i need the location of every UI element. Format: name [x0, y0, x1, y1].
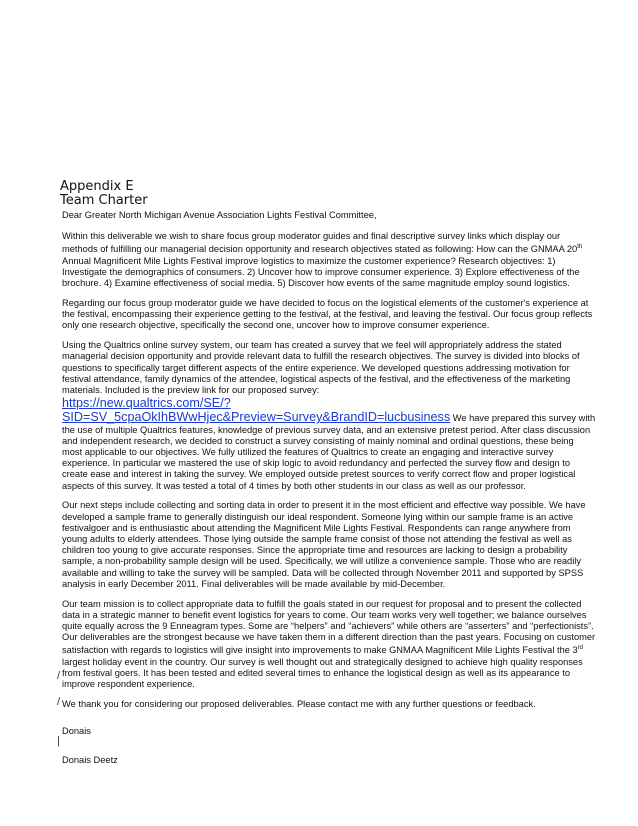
paragraph-objectives: [62, 231, 596, 289]
margin-mark: /: [57, 696, 61, 708]
ordinal-suffix-rd: rd: [577, 645, 584, 652]
appendix-subtitle: Team Charter: [60, 193, 148, 208]
salutation: Dear Greater North Michigan Avenue Association Lights Festival Committee,: [62, 210, 377, 220]
survey-details-text: We have prepared this survey with the use of multiple Qualtrics features, knowledge of previous survey data, and an extensive pretest period. After class discussion and independent research, we decided to construct a survey consisting of mainly nominal and ordinal questions, these being most applicable to our objectives. We fully utilized the features of Qualtrics to create an engaging and interactive survey experience. In particular we mastered the use of skip logic to avoid redundancy and perfected the survey flow and design to create ease and interest in taking the survey. We employed outside pretest sources to verify correct flow and proper logistical aspects of this survey. It was tested a total of 4 times by both other students in our class as well as our professor.: [62, 413, 596, 491]
margin-mark: |: [57, 735, 60, 747]
closing-paragraph: We thank you for considering our proposed deliverables. Please contact me with any further questions or feedback.: [62, 698, 536, 709]
mission-text-b: largest holiday event in the country. Our survey is well thought out and strategically designed to achieve high quality responses from festival goers. It has been tested and edited several times to enhance the logistical design as well as its appearance to improve respondent experience.: [62, 656, 583, 690]
mission-text-a: Our team mission is to collect appropriate data to fulfill the goals stated in our request for proposal and to present the collected data in a strategic manner to benefit event logistics for years to come. Our team works very well together; we balance ourselves quite equally across the 9 Enneagram types. Some are “helpers” and “achievers” while others are “asserters” and “perfectionists”. Our deliverables are the strongest because we have taken them in a different direction than the past years. Focusing on customer satisfaction with regards to logistics will give insight into improvements to make GNMAA Magnificent Mile Lights Festival the 3: [62, 598, 596, 656]
paragraph-focus-group: Regarding our focus group moderator guide we have decided to focus on the logistical elements of the customer's experience at the festival, encompassing their experience getting to the festival, at the festival, and leaving the festival. Our focus group reflects only one research objective, specifically the second one, uncover how to improve consumer experience.: [62, 297, 593, 331]
margin-mark: /: [57, 670, 61, 682]
survey-intro-text: Using the Qualtrics online survey system, our team has created a survey that we feel will appropriately address the stated managerial decision opportunity and provide relevant data to fulfill the research objectives. The survey is divided into blocks of questions to specifically target different aspects of the entire experience. We developed questions addressing motivation for festival attendance, family dynamics of the attendee, logistical aspects of the festival, and the effectiveness of the marketing materials. Included is the preview link for our proposed survey:: [62, 340, 580, 395]
objectives-text-b: Annual Magnificent Mile Lights Festival improve logistics to maximize the customer experience? Research objectives: 1) Investigate the demographics of consumers. 2) Uncover how to improve consumer experience. 3) Explore effectiveness of the brochure. 4) Examine effectiveness of social media. 5) Discover how events of the same magnitude employ sound logistics.: [62, 255, 580, 289]
printed-name: Donais Deetz: [62, 755, 118, 766]
paragraph-survey: [62, 340, 596, 492]
signature: Donais: [62, 726, 91, 737]
ordinal-suffix: th: [577, 244, 583, 251]
appendix-title: Appendix E: [60, 179, 134, 194]
objectives-text-a: Within this deliverable we wish to share focus group moderator guides and final descriptive survey links which display our methods of fulfilling our managerial decision opportunity and research objectives stated as following: How can the GNMAA 20: [62, 231, 578, 255]
paragraph-next-steps: Our next steps include collecting and sorting data in order to present it in the most efficient and effective way possible. We have developed a sample frame to generally distinguish our ideal respondent. Someone lying within our sample frame is an active festivalgoer and is enthusiastic about attending the Magnificent Mile Lights Festival. Respondents can range anywhere from young adults to elderly attendees. Those lying outside the sample frame consist of those not attending the festival as well as children too young to give accurate responses. Since the appropriate time and resources are lacking to design a probability sample, a non-probability sample design will be used. Specifically, we will utilize a convenience sample. Those who are readily available and willing to take the survey will be sampled. Data will be collected through November 2011 and supported by SPSS analysis in early December 2011. Final deliverables will be made available by mid-December.: [62, 500, 586, 589]
survey-preview-link[interactable]: https://new.qualtrics.com/SE/?SID=SV_5cpaOkIhBWwHjec&Preview=Survey&BrandID=lucbusiness: [62, 396, 451, 425]
paragraph-team-mission: [62, 599, 596, 691]
letter-body: [62, 210, 596, 775]
